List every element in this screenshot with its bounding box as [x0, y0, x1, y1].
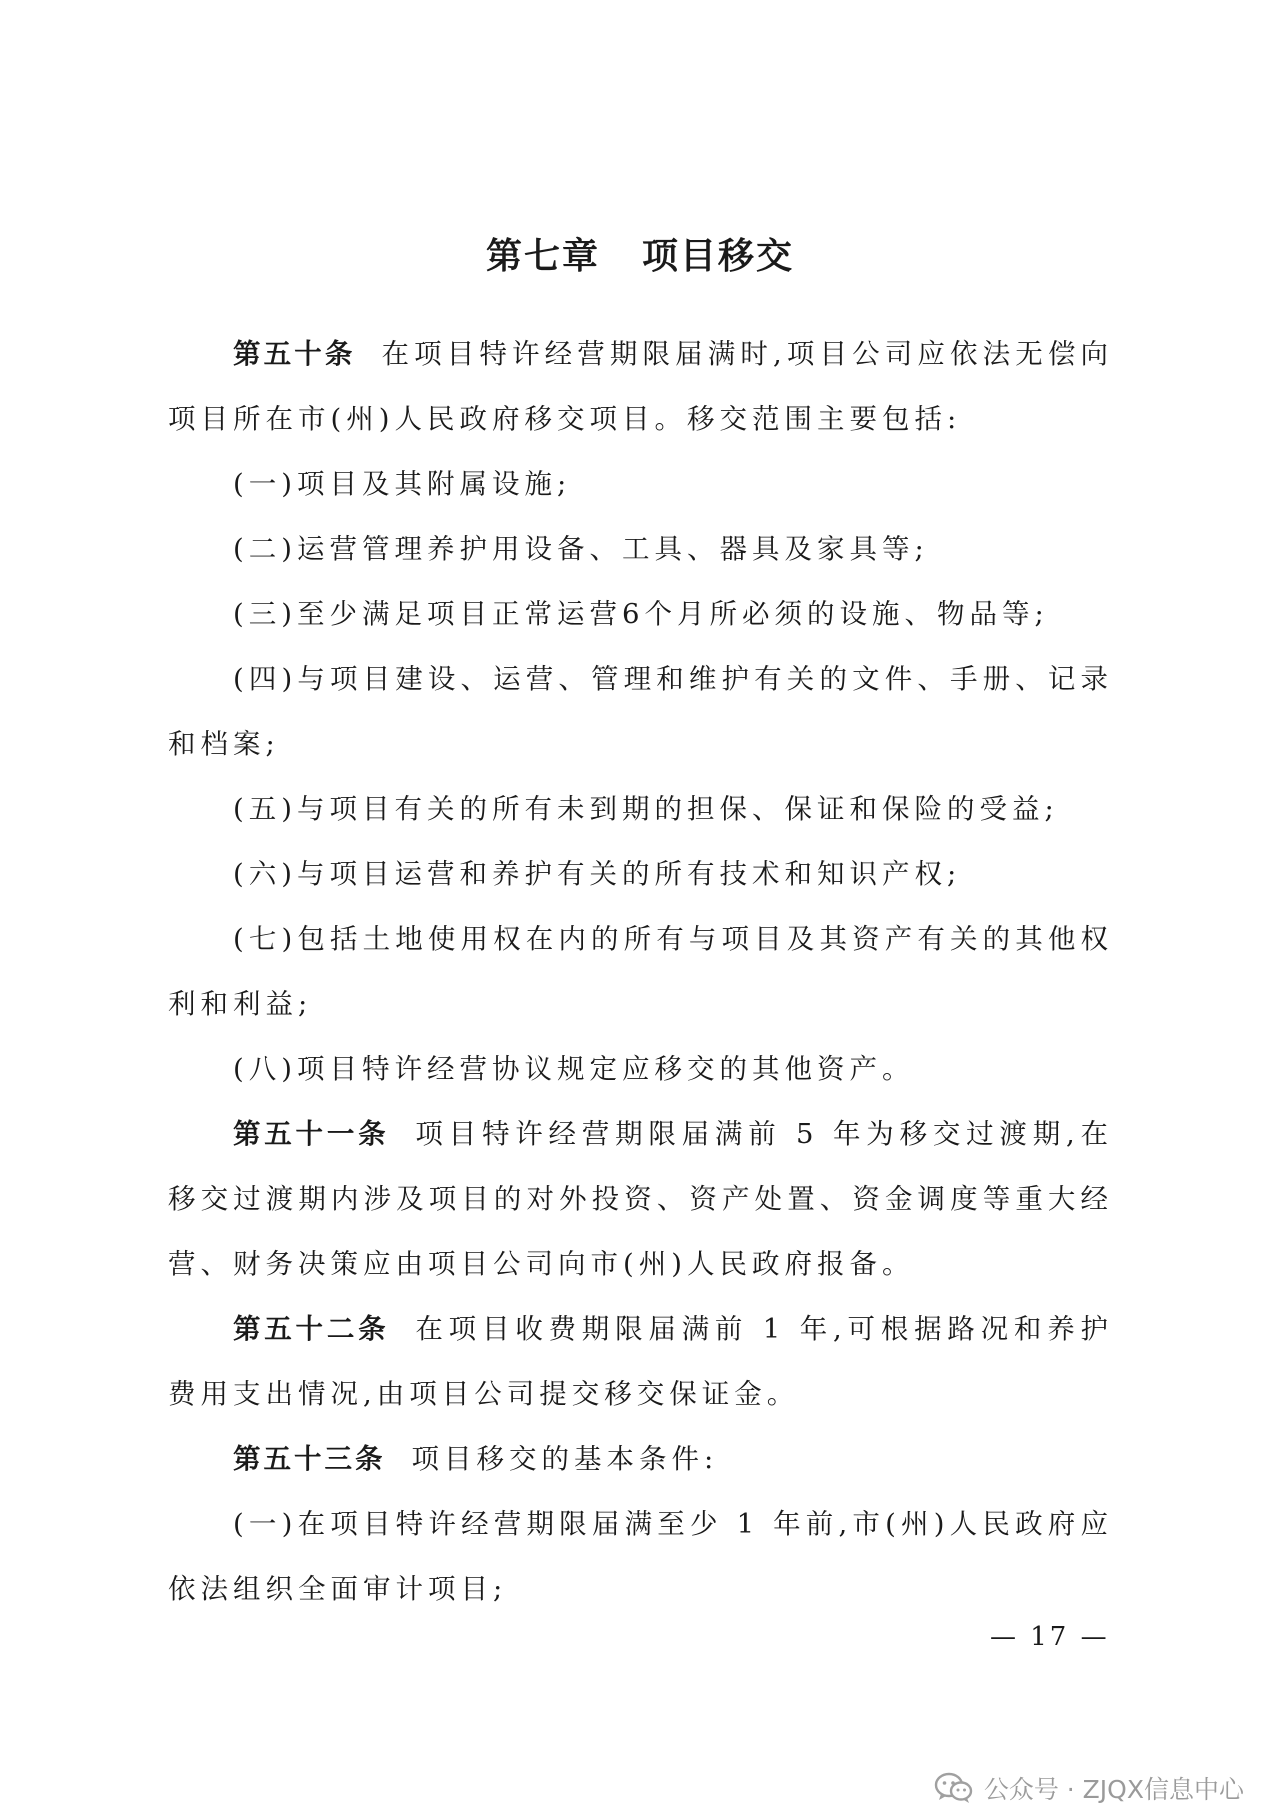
article-text: 在项目收费期限届满前 1 年,可根据路况和养护费用支出情况,由项目公司提交移交保证金。 [168, 1313, 1113, 1410]
chapter-body [168, 322, 1113, 1622]
list-item: (一)项目及其附属设施; [233, 468, 572, 500]
article-53 [168, 1427, 1113, 1492]
chapter-name: 项目移交 [642, 236, 795, 277]
list-item: (五)与项目有关的所有未到期的担保、保证和保险的受益; [233, 793, 1059, 825]
article-text: 项目移交的基本条件: [411, 1443, 719, 1475]
list-item: (二)运营管理养护用设备、工具、器具及家具等; [233, 533, 929, 565]
page-number: — 17 — [990, 1622, 1110, 1652]
list-item: (七)包括土地使用权在内的所有与项目及其资产有关的其他权利和利益; [168, 923, 1113, 1020]
list-item: (四)与项目建设、运营、管理和维护有关的文件、手册、记录和档案; [168, 663, 1113, 760]
article-text: 项目特许经营期限届满前 5 年为移交过渡期,在移交过渡期内涉及项目的对外投资、资产处置、资金调度等重大经营、财务决策应由项目公司向市(州)人民政府报备。 [168, 1118, 1113, 1280]
watermark [934, 1770, 1244, 1806]
article-label: 第五十一条 [233, 1118, 390, 1150]
article-label: 第五十条 [233, 338, 356, 370]
article-label: 第五十三条 [233, 1443, 386, 1475]
watermark-text: 公众号 · ZJQX信息中心 [983, 1775, 1244, 1804]
list-item: (六)与项目运营和养护有关的所有技术和知识产权; [233, 858, 962, 890]
wechat-icon [934, 1772, 974, 1804]
article-label: 第五十二条 [233, 1313, 390, 1345]
list-item: (八)项目特许经营协议规定应移交的其他资产。 [233, 1053, 915, 1085]
chapter-number: 第七章 [485, 236, 600, 277]
article-51 [168, 1102, 1113, 1297]
article-50 [168, 322, 1113, 452]
article-text: 在项目特许经营期限届满时,项目公司应依法无偿向项目所在市(州)人民政府移交项目。移交范围主要包括: [168, 338, 1113, 435]
list-item: (一)在项目特许经营期限届满至少 1 年前,市(州)人民政府应依法组织全面审计项目; [168, 1508, 1113, 1605]
article-52 [168, 1297, 1113, 1427]
list-item: (三)至少满足项目正常运营6个月所必须的设施、物品等; [233, 598, 1049, 630]
chapter-title [0, 228, 1280, 279]
